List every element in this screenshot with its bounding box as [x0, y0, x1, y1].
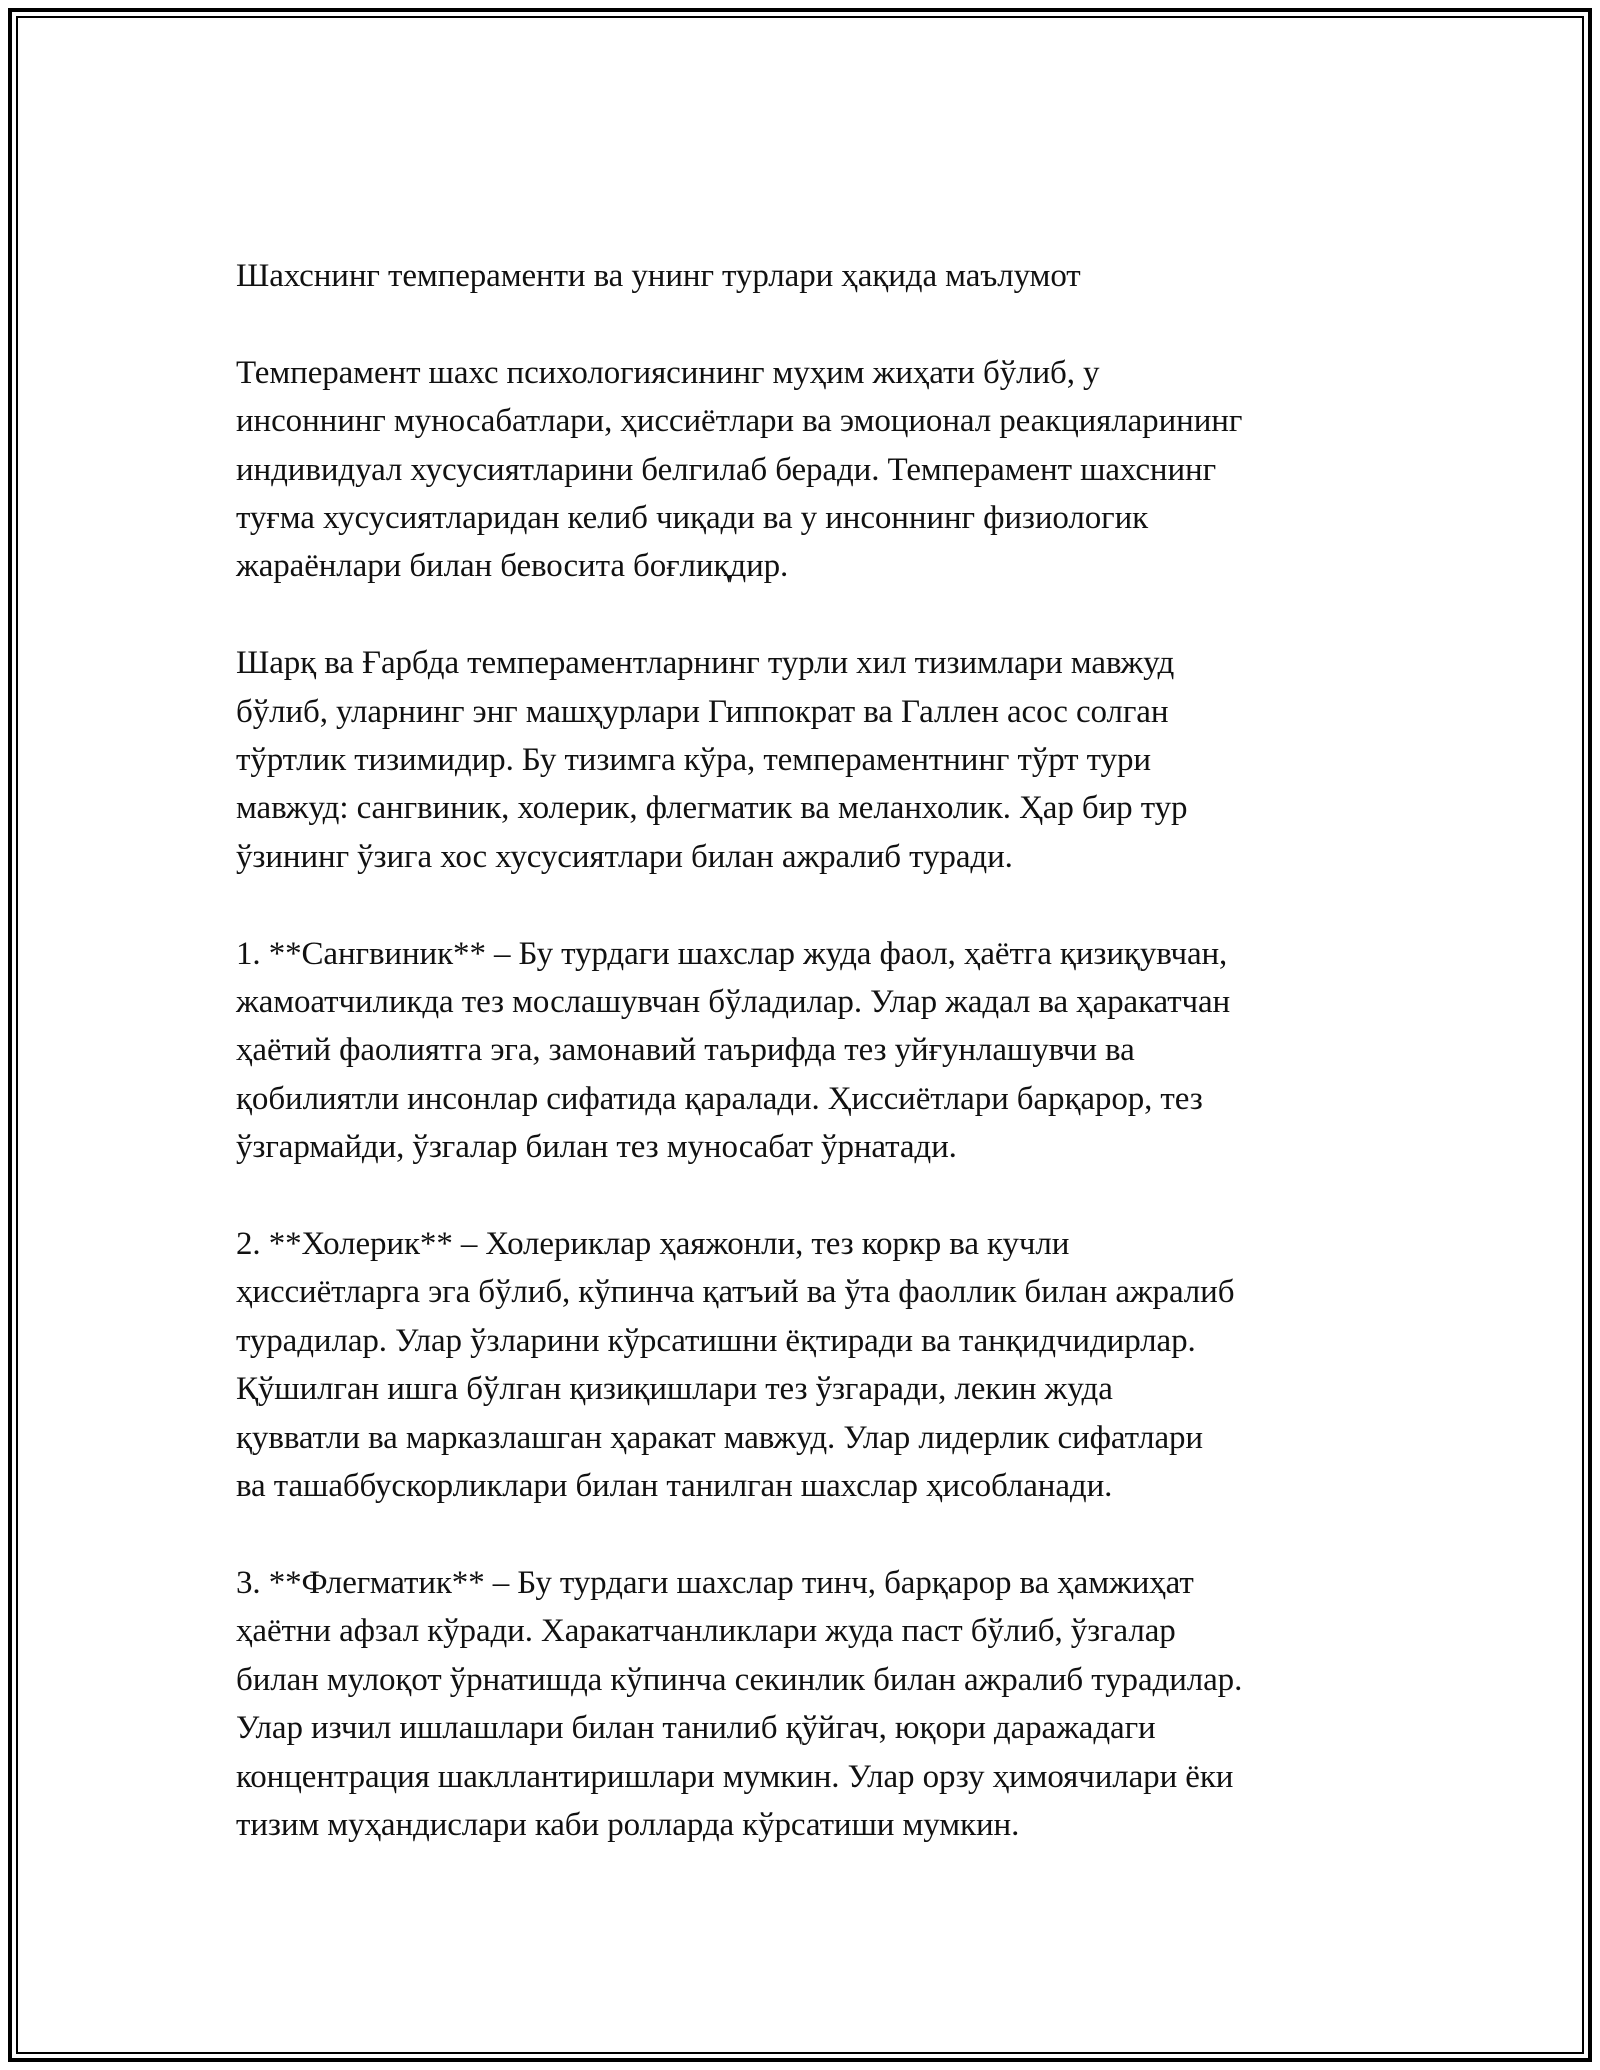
paragraph — [236, 1220, 1386, 1510]
paragraph-line: ўзининг ўзига хос хусусиятлари билан ажралиб туради. — [236, 838, 1013, 875]
document-body — [236, 252, 1386, 1849]
paragraph-line: туғма хусусиятларидан келиб чиқади ва у инсоннинг физиологик — [236, 500, 1149, 537]
paragraph-line: ўзгармайди, ўзгалар билан тез муносабат ўрнатади. — [236, 1129, 957, 1166]
paragraph-line: ҳаётий фаолиятга эга, замонавий таърифда тез уйғунлашувчи ва — [236, 1032, 1135, 1069]
paragraph-line: инсоннинг муносабатлари, ҳиссиётлари ва эмоционал реакцияларининг — [236, 403, 1243, 440]
paragraph-line: мавжуд: сангвиник, холерик, флегматик ва меланхолик. Ҳар бир тур — [236, 790, 1188, 827]
paragraph-line: қобилиятли инсонлар сифатида қаралади. Ҳиссиётлари барқарор, тез — [236, 1080, 1203, 1117]
paragraph — [236, 639, 1386, 881]
paragraph-line: тўртлик тизимидир. Бу тизимга кўра, темпераментнинг тўрт тури — [236, 742, 1151, 779]
paragraph-line: концентрация шакллантиришлари мумкин. Улар орзу ҳимоячилари ёки — [236, 1758, 1234, 1795]
paragraph-line: қувватли ва марказлашган ҳаракат мавжуд. Улар лидерлик сифатлари — [236, 1419, 1203, 1456]
paragraph-line: 2. **Холерик** – Холериклар ҳаяжонли, тез коркр ва кучли — [236, 1226, 1070, 1263]
paragraph-line: жараёнлари билан бевосита боғлиқдир. — [236, 548, 789, 585]
document-title: Шахснинг темпераменти ва унинг турлари ҳақида маълумот — [236, 258, 1081, 294]
paragraph — [236, 1559, 1386, 1849]
paragraph-line: бўлиб, уларнинг энг машҳурлари Гиппократ ва Галлен асос солган — [236, 693, 1169, 730]
paragraph-line: 3. **Флегматик** – Бу турдаги шахслар тинч, барқарор ва ҳамжиҳат — [236, 1564, 1194, 1601]
paragraph-line: Темперамент шахс психологиясининг муҳим жиҳати бўлиб, у — [236, 354, 1100, 391]
paragraph-line: тизим муҳандислари каби ролларда кўрсатиши мумкин. — [236, 1806, 1020, 1843]
paragraph-line: Шарқ ва Ғарбда темпераментларнинг турли хил тизимлари мавжуд — [236, 645, 1175, 682]
paragraph-line: ҳаётни афзал кўради. Харакатчанликлари жуда паст бўлиб, ўзгалар — [236, 1613, 1176, 1650]
paragraph-line: ва ташаббускорликлари билан танилган шахслар ҳисобланади. — [236, 1468, 1113, 1505]
paragraph-line: 1. **Сангвиник** – Бу турдаги шахслар жуда фаол, ҳаётга қизиқувчан, — [236, 935, 1228, 972]
paragraph-line: ҳиссиётларга эга бўлиб, кўпинча қатъий ва ўта фаоллик билан ажралиб — [236, 1274, 1235, 1311]
paragraph-line: жамоатчиликда тез мослашувчан бўладилар. Улар жадал ва ҳаракатчан — [236, 984, 1231, 1021]
paragraph-line: Қўшилган ишга бўлган қизиқишлари тез ўзгаради, лекин жуда — [236, 1371, 1113, 1408]
paragraph-list — [236, 349, 1386, 1850]
paragraph — [236, 349, 1386, 591]
paragraph-line: индивидуал хусусиятларини белгилаб беради. Темперамент шахснинг — [236, 451, 1217, 488]
paragraph-line: билан мулоқот ўрнатишда кўпинча секинлик билан ажралиб турадилар. — [236, 1661, 1243, 1698]
paragraph-line: турадилар. Улар ўзларини кўрсатишни ёқтиради ва танқидчидирлар. — [236, 1322, 1196, 1359]
paragraph — [236, 930, 1386, 1172]
paragraph-line: Улар изчил ишлашлари билан танилиб қўйгач, юқори даражадаги — [236, 1710, 1156, 1747]
